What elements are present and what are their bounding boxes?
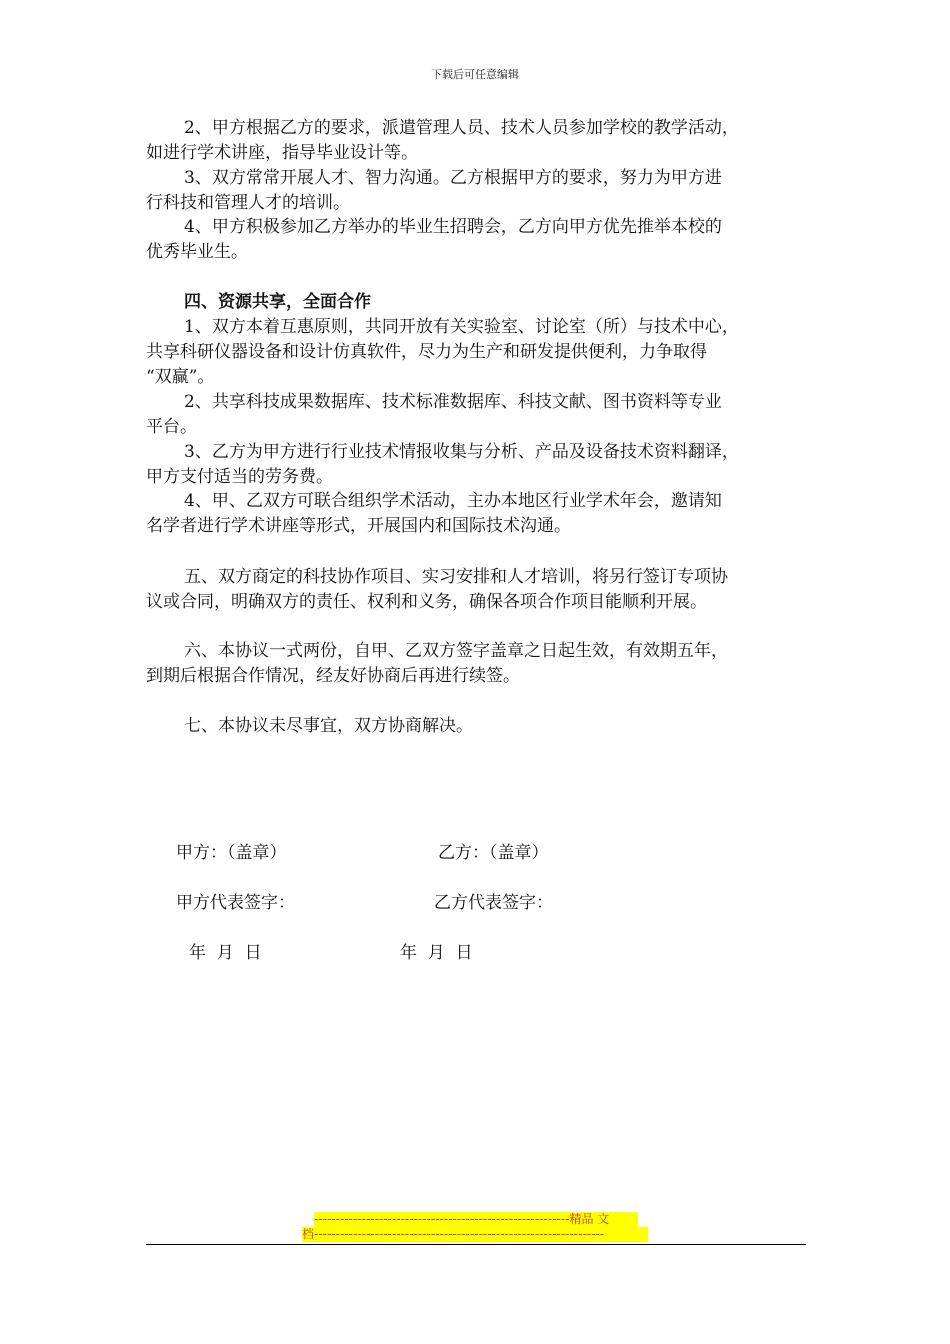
party-b-representative: 乙方代表签字： (434, 893, 553, 913)
paragraph-line: 共享科研仪器设备和设计仿真软件，尽力为生产和研发提供便利，力争取得 (146, 342, 707, 362)
section4-item-1 (146, 315, 810, 390)
section5 (146, 565, 810, 615)
party-a-date: 年 月 日 (189, 943, 262, 963)
paragraph-line: 甲方支付适当的劳务费。 (146, 467, 333, 487)
paragraph-line: 如进行学术讲座，指导毕业设计等。 (146, 143, 418, 163)
paragraph-line: 六、本协议一式两份，自甲、乙双方签字盖章之日起生效，有效期五年， (184, 641, 728, 661)
paragraph-line: 平台。 (146, 417, 197, 437)
paragraph-line: 4、甲方积极参加乙方举办的毕业生招聘会，乙方向甲方优先推举本校的 (184, 217, 722, 237)
paragraph-line: 名学者进行学术讲座等形式，开展国内和国际技术沟通。 (146, 516, 571, 536)
party-a-representative: 甲方代表签字： (176, 893, 295, 913)
paragraph-line: 4、甲、乙双方可联合组织学术活动，主办本地区行业学术年会，邀请知 (184, 491, 722, 511)
paragraph-line: 议或合同，明确双方的责任、权利和义务，确保各项合作项目能顺利开展。 (146, 592, 707, 612)
section4-heading-block (146, 290, 810, 315)
paragraph-line: 1、双方本着互惠原则，共同开放有关实验室、讨论室（所）与技术中心， (184, 317, 739, 337)
section4-item-2 (146, 390, 810, 440)
paragraph-line: 五、双方商定的科技协作项目、实习安排和人才培训，将另行签订专项协 (184, 567, 728, 587)
paragraph-line: 到期后根据合作情况，经友好协商后再进行续签。 (146, 666, 520, 686)
section7 (146, 714, 810, 739)
section-heading: 四、资源共享，全面合作 (184, 292, 371, 312)
paragraph-line: 行科技和管理人才的培训。 (146, 193, 350, 213)
section3-item-2 (146, 116, 810, 166)
section4-item-3 (146, 440, 810, 490)
paragraph-line: 七、本协议未尽事宜，双方协商解决。 (184, 716, 473, 736)
paragraph-line: 2、共享科技成果数据库、技术标准数据库、科技文献、图书资料等专业 (184, 392, 722, 412)
paragraph-line: 2、甲方根据乙方的要求，派遣管理人员、技术人员参加学校的教学活动， (184, 118, 739, 138)
party-a-seal: 甲方：（盖章） (176, 843, 287, 863)
party-b-date: 年 月 日 (400, 943, 473, 963)
footer-divider (146, 1244, 806, 1245)
paragraph-line: “双赢”。 (146, 367, 215, 387)
footer-watermark-line-1: -----------------------------------------------------------精品 文 (314, 1212, 638, 1227)
party-b-seal: 乙方：（盖章） (438, 843, 549, 863)
section4-item-4 (146, 489, 810, 539)
paragraph-line: 3、双方常常开展人才、智力沟通。乙方根据甲方的要求，努力为甲方进 (184, 168, 722, 188)
paragraph-line: 3、乙方为甲方进行行业技术情报收集与分析、产品及设备技术资料翻译， (184, 442, 739, 462)
page-header: 下载后可任意编辑 (431, 68, 519, 81)
section3-item-4 (146, 215, 810, 265)
section6 (146, 639, 810, 689)
section3-item-3 (146, 166, 810, 216)
footer-watermark-line-2: 档------------------------------------------------------------------- (302, 1227, 648, 1242)
paragraph-line: 优秀毕业生。 (146, 242, 248, 262)
